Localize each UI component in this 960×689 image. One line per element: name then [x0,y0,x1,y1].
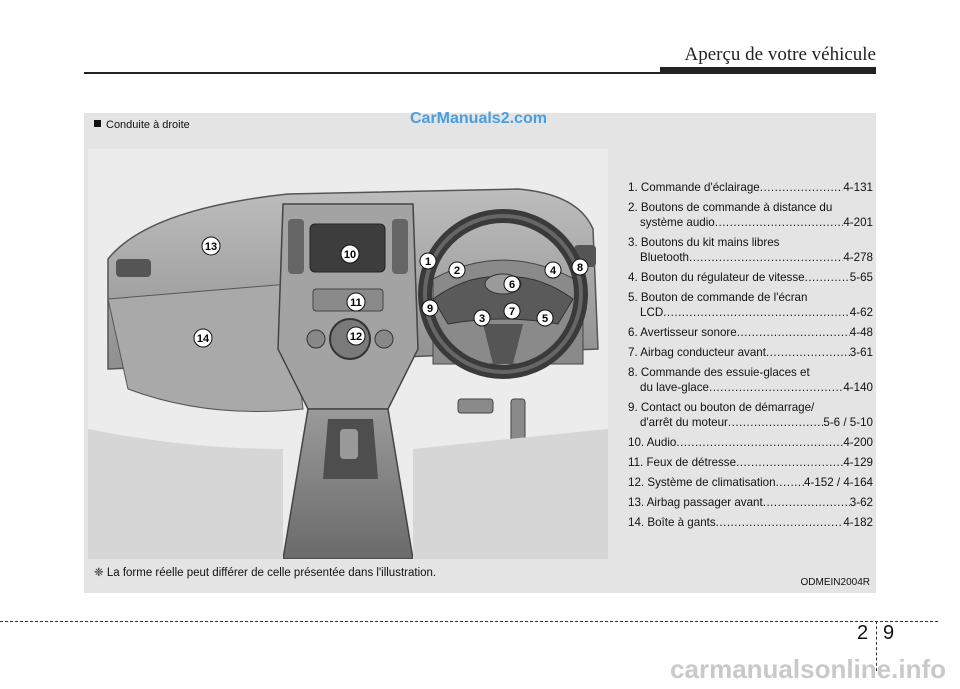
page-number: 9 [883,622,895,644]
legend-item-13: 13. Airbag passager avant ..... 3-62 [628,495,873,510]
svg-text:5: 5 [541,313,549,325]
svg-text:4: 4 [549,265,557,277]
svg-text:13: 13 [204,241,218,253]
site-watermark-footer: carmanualsonline.info [670,654,946,684]
svg-text:12: 12 [349,331,363,343]
dashboard-overview-panel [84,110,876,593]
legend-item-6: 6. Avertisseur sonore ..... 4-48 [628,325,873,340]
legend-item-4: 4. Bouton du régulateur de vitesse ..... 5-65 [628,270,873,285]
chapter-number: 2 [857,622,869,644]
legend-item-5: 5. Bouton de commande de l'écran LCD ..... 4-62 [628,290,873,320]
callout-3 [474,310,490,326]
svg-text:1: 1 [424,256,432,268]
legend-item-2: 2. Boutons de commande à distance du système audio ..... 4-201 [628,200,873,230]
legend-item-11: 11. Feux de détresse ..... 4-129 [628,455,873,470]
illustration-disclaimer: ❈ La forme réelle peut différer de celle présentée dans l'illustration. [94,567,437,579]
svg-text:9: 9 [426,303,434,315]
callout-8 [572,259,588,275]
legend-item-3: 3. Boutons du kit mains libres Bluetooth ..... 4-278 [628,235,873,265]
steering-side-label: Conduite à droite [106,119,190,131]
page-header-title: Aperçu de votre véhicule [684,44,876,65]
component-legend [628,180,873,535]
legend-item-9: 9. Contact ou bouton de démarrage/ d'arrêt du moteur ..... 5-6 / 5-10 [628,400,873,430]
callout-1 [420,253,436,269]
square-bullet-icon [94,120,101,127]
callout-13 [202,237,220,255]
steering-side-note [94,119,190,131]
svg-text:2: 2 [453,265,461,277]
svg-text:8: 8 [576,262,584,274]
callout-14 [194,329,212,347]
callout-4 [545,262,561,278]
legend-item-8: 8. Commande des essuie-glaces et du lave-glace ..... 4-140 [628,365,873,395]
callout-11 [347,293,365,311]
svg-text:6: 6 [508,279,516,291]
watermark-text: CarManuals2.com [410,110,547,127]
svg-text:3: 3 [478,313,486,325]
footer-dashed-rule [0,621,938,622]
svg-text:11: 11 [350,297,362,309]
svg-text:10: 10 [343,249,357,261]
legend-item-10: 10. Audio ..... 4-200 [628,435,873,450]
callout-10 [341,245,359,263]
legend-item-7: 7. Airbag conducteur avant ..... 3-61 [628,345,873,360]
legend-item-12: 12. Système de climatisation ..... 4-152 / 4-164 [628,475,873,490]
figure-reference-code: ODMEIN2004R [800,577,870,588]
callout-6 [504,276,520,292]
callout-12 [347,327,365,345]
callout-9 [422,300,438,316]
dashboard-illustration [88,149,608,559]
legend-item-14: 14. Boîte à gants ..... 4-182 [628,515,873,530]
header-accent-bar [660,67,876,73]
svg-text:14: 14 [196,333,210,345]
svg-text:7: 7 [508,306,516,318]
callout-7 [504,303,520,319]
legend-item-1: 1. Commande d'éclairage ..... 4-131 [628,180,873,195]
callout-2 [449,262,465,278]
callout-5 [537,310,553,326]
dashboard-drawing [88,149,608,559]
